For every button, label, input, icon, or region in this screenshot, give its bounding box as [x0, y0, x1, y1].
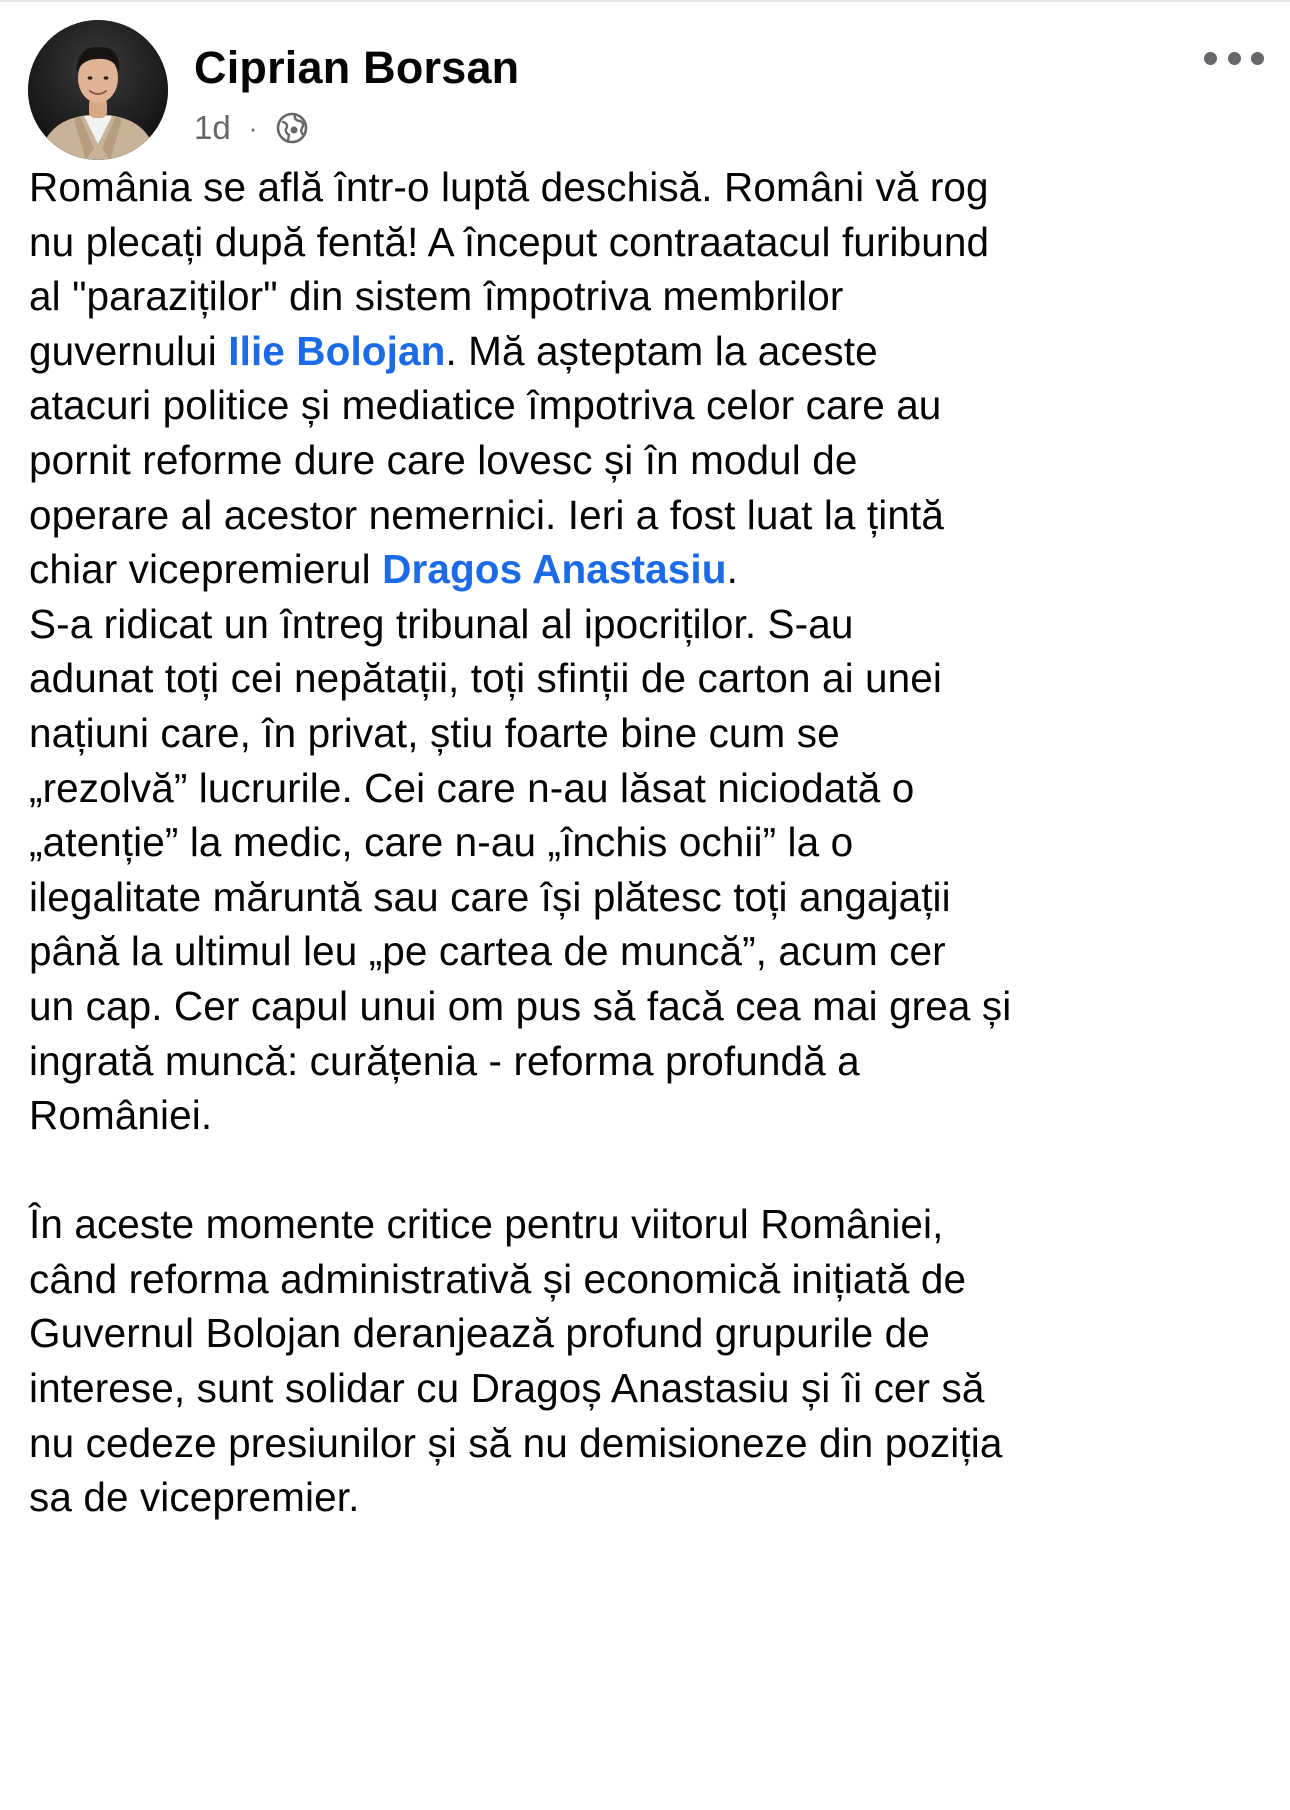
post-line [29, 651, 1264, 706]
post-line [29, 215, 1264, 270]
post-text-segment: un cap. Cer capul unui om pus să facă cea mai grea și [29, 982, 1012, 1029]
post-text-segment: nu plecați după fentă! A început contraatacul furibund [29, 218, 990, 265]
globe-icon [275, 111, 309, 145]
post-line [29, 597, 1264, 652]
post-text-segment: ilegalitate măruntă sau care își plătesc toți angajații [29, 873, 951, 920]
post-line [29, 815, 1264, 870]
mention-link[interactable]: Ilie Bolojan [228, 327, 446, 374]
post-line [29, 1361, 1264, 1416]
post-line [29, 1197, 1264, 1252]
post-line [29, 433, 1264, 488]
top-divider [0, 0, 1290, 2]
post-text-segment: României. [29, 1092, 213, 1139]
post-text [29, 160, 1264, 1525]
post-text-segment: guvernului [29, 327, 229, 374]
post-line [29, 1416, 1264, 1471]
post-text-segment: În aceste momente critice pentru viitorul României, [29, 1201, 944, 1248]
post-text-segment: adunat toți cei nepătații, toți sfinții de carton ai unei [29, 655, 943, 702]
more-horizontal-icon[interactable] [1204, 48, 1264, 68]
more-dot [1228, 52, 1241, 65]
post-line [29, 1470, 1264, 1525]
post-text-segment: „atenție” la medic, care n-au „închis ochii” la o [29, 819, 854, 866]
post-text-segment: S-a ridicat un întreg tribunal al ipocriților. S-au [29, 600, 854, 647]
author-name[interactable]: Ciprian Borsan [194, 42, 520, 93]
post-text-segment: sa de vicepremier. [29, 1474, 360, 1521]
post-text-segment: interese, sunt solidar cu Dragoș Anastasiu și îi cer să [29, 1365, 985, 1412]
post-text-segment: . [726, 546, 738, 593]
post-text-segment: România se află într-o luptă deschisă. Români vă rog [29, 164, 989, 210]
post-text-segment: Guvernul Bolojan deranjează profund grupurile de [29, 1310, 930, 1357]
post-text-segment: . Mă așteptam la aceste [445, 327, 878, 374]
post-text-segment: chiar vicepremierul [29, 546, 383, 593]
paragraph-gap [29, 1143, 1264, 1198]
post-text-segment: până la ultimul leu „pe cartea de muncă”, acum cer [29, 928, 946, 975]
avatar[interactable] [28, 20, 168, 160]
post-text-segment: atacuri politice și mediatice împotriva celor care au [29, 382, 942, 429]
post-timestamp[interactable]: 1d [194, 109, 231, 146]
post-line [29, 542, 1264, 597]
post-line [29, 1034, 1264, 1089]
post-text-segment: al "paraziților" din sistem împotriva membrilor [29, 273, 844, 320]
post-line [29, 870, 1264, 925]
post-line [29, 324, 1264, 379]
more-dot [1204, 52, 1217, 65]
post-line [29, 979, 1264, 1034]
post-text-segment: când reforma administrativă și economică inițiată de [29, 1255, 967, 1302]
post-line [29, 1088, 1264, 1143]
post-text-segment: „rezolvă” lucrurile. Cei care n-au lăsat niciodată o [29, 764, 915, 811]
post-meta [194, 106, 309, 150]
post-line [29, 269, 1264, 324]
post-text-segment: operare al acestor nemernici. Ieri a fost luat la țintă [29, 491, 944, 538]
post-line [29, 761, 1264, 816]
post-header [24, 20, 1264, 160]
post-line [29, 1306, 1264, 1361]
post-line [29, 706, 1264, 761]
post-line [29, 378, 1264, 433]
post-text-segment: pornit reforme dure care lovesc și în modul de [29, 436, 858, 483]
post-text-segment: națiuni care, în privat, știu foarte bine cum se [29, 709, 840, 756]
avatar-photo [28, 20, 168, 160]
meta-separator: · [248, 112, 258, 143]
post-line [29, 160, 1264, 215]
post-line [29, 488, 1264, 543]
post-text-segment: ingrată muncă: curățenia - reforma profundă a [29, 1037, 860, 1084]
post-line [29, 1252, 1264, 1307]
mention-link[interactable]: Dragos Anastasiu [382, 546, 727, 593]
more-dot [1251, 52, 1264, 65]
post-text-segment: nu cedeze presiunilor și să nu demisioneze din poziția [29, 1419, 1003, 1466]
post-line [29, 924, 1264, 979]
